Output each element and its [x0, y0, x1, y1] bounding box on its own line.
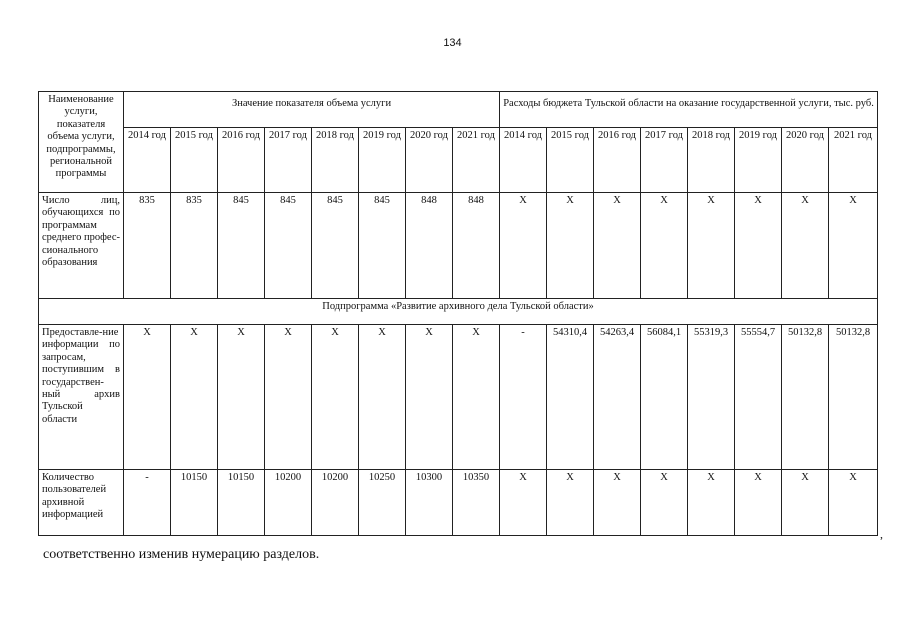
volume-cell: X	[453, 325, 500, 470]
volume-cell: 10350	[453, 470, 500, 536]
volume-year-header: 2020 год	[406, 128, 453, 193]
volume-cell: 10250	[359, 470, 406, 536]
budget-cell: X	[594, 193, 641, 299]
volume-cell: X	[312, 325, 359, 470]
name-column-header: Наименование услуги, показателя объема услуги, подпрограммы, региональной программы	[39, 92, 124, 193]
budget-cell: X	[500, 193, 547, 299]
budget-cell: 54263,4	[594, 325, 641, 470]
budget-year-header: 2020 год	[782, 128, 829, 193]
volume-year-header: 2015 год	[171, 128, 218, 193]
budget-cell: X	[829, 193, 878, 299]
budget-cell: -	[500, 325, 547, 470]
volume-cell: -	[124, 470, 171, 536]
budget-cell: X	[782, 470, 829, 536]
budget-cell: X	[641, 470, 688, 536]
volume-cell: 835	[171, 193, 218, 299]
budget-year-header: 2017 год	[641, 128, 688, 193]
budget-group-header: Расходы бюджета Тульской области на оказание государственной услуги, тыс. руб.	[500, 92, 878, 128]
volume-cell: 835	[124, 193, 171, 299]
volume-year-header: 2014 год	[124, 128, 171, 193]
budget-cell: 55319,3	[688, 325, 735, 470]
volume-cell: 845	[359, 193, 406, 299]
volume-year-header: 2017 год	[265, 128, 312, 193]
volume-year-header: 2016 год	[218, 128, 265, 193]
volume-cell: 848	[406, 193, 453, 299]
trailing-text: соответственно изменив нумерацию разделов.	[43, 547, 320, 562]
volume-cell: X	[124, 325, 171, 470]
budget-cell: X	[829, 470, 878, 536]
budget-cell: 50132,8	[782, 325, 829, 470]
volume-cell: 10200	[265, 470, 312, 536]
budget-year-header: 2015 год	[547, 128, 594, 193]
volume-year-header: 2019 год	[359, 128, 406, 193]
volume-cell: X	[265, 325, 312, 470]
budget-cell: X	[547, 470, 594, 536]
volume-cell: 10150	[171, 470, 218, 536]
budget-cell: 50132,8	[829, 325, 878, 470]
budget-year-header: 2016 год	[594, 128, 641, 193]
budget-year-header: 2014 год	[500, 128, 547, 193]
volume-cell: X	[406, 325, 453, 470]
budget-year-header: 2018 год	[688, 128, 735, 193]
volume-cell: 848	[453, 193, 500, 299]
budget-cell: X	[641, 193, 688, 299]
page-number: 134	[443, 37, 462, 49]
budget-cell: 56084,1	[641, 325, 688, 470]
subprogram-title: Подпрограмма «Развитие архивного дела Тульской области»	[39, 299, 878, 325]
budget-cell: 55554,7	[735, 325, 782, 470]
budget-cell: X	[594, 470, 641, 536]
budget-year-header: 2019 год	[735, 128, 782, 193]
volume-year-header: 2018 год	[312, 128, 359, 193]
volume-cell: X	[359, 325, 406, 470]
row-name: Количество пользователей архивной информацией	[39, 470, 124, 536]
budget-cell: X	[782, 193, 829, 299]
volume-cell: 845	[312, 193, 359, 299]
volume-cell: 10150	[218, 470, 265, 536]
budget-cell: 54310,4	[547, 325, 594, 470]
table-row	[39, 193, 878, 299]
budget-cell: X	[688, 193, 735, 299]
volume-cell: 845	[218, 193, 265, 299]
budget-cell: X	[735, 470, 782, 536]
row-name: Число лиц, обучающихся по программам среднего профес-сионального образования	[39, 193, 124, 299]
budget-cell: X	[500, 470, 547, 536]
volume-group-header: Значение показателя объема услуги	[124, 92, 500, 128]
trailing-comma: ,	[880, 527, 883, 541]
budget-table	[38, 91, 878, 536]
volume-cell: X	[171, 325, 218, 470]
volume-cell: X	[218, 325, 265, 470]
volume-cell: 845	[265, 193, 312, 299]
volume-cell: 10300	[406, 470, 453, 536]
row-name: Предоставле-ние информации по запросам, поступившим в государствен-ный архив Тульской области	[39, 325, 124, 470]
budget-cell: X	[688, 470, 735, 536]
budget-cell: X	[735, 193, 782, 299]
budget-cell: X	[547, 193, 594, 299]
volume-year-header: 2021 год	[453, 128, 500, 193]
volume-cell: 10200	[312, 470, 359, 536]
budget-year-header: 2021 год	[829, 128, 878, 193]
table-row	[39, 470, 878, 536]
table-row	[39, 325, 878, 470]
